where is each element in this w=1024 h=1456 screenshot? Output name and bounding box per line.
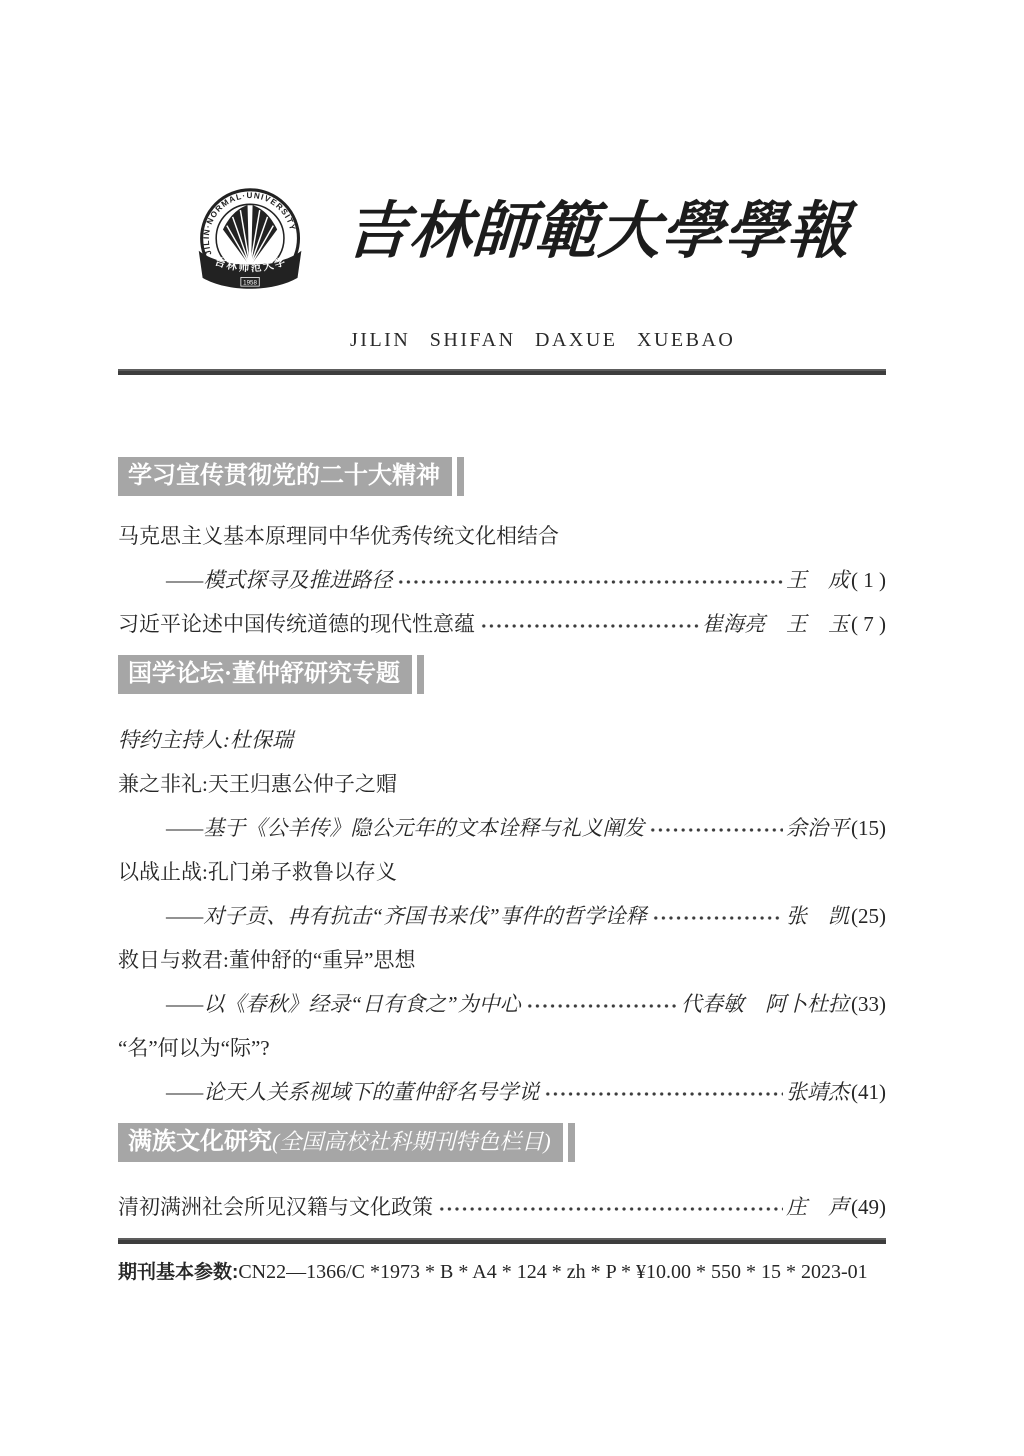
page-content <box>118 0 886 1284</box>
masthead-divider <box>118 369 886 375</box>
entry-authors: 余治平 <box>786 816 849 840</box>
dot-leader <box>526 997 678 1015</box>
entry-authors: 崔海亮 王 玉 <box>702 612 849 636</box>
entry-page-number: ( 1 ) <box>851 568 886 592</box>
entry-page-number: (41) <box>851 1080 886 1104</box>
entry-page-number: (33) <box>851 992 886 1016</box>
dot-leader <box>480 617 699 635</box>
toc-host-line <box>118 727 886 754</box>
toc-entry <box>118 1079 886 1106</box>
journal-title-calligraphy: 吉林師範大學學報 <box>344 198 852 266</box>
entry-page-number: (49) <box>851 1195 886 1219</box>
toc-entry <box>118 1194 886 1221</box>
entry-authors: 王 成 <box>786 568 849 592</box>
university-seal-logo <box>188 183 316 305</box>
section-header-party-spirit <box>118 457 886 496</box>
entry-subtitle: ——以《春秋》经录“日有食之”为中心 <box>166 992 521 1016</box>
toc-entry <box>118 903 886 930</box>
entry-subtitle: ——论天人关系视域下的董仲舒名号学说 <box>166 1080 540 1104</box>
entry-title: 清初满洲社会所见汉籍与文化政策 <box>118 1195 433 1219</box>
seal-year: 1958 <box>243 279 257 287</box>
section-header-note: (全国高校社科期刊特色栏目) <box>272 1129 551 1154</box>
section-header-tick <box>417 655 424 694</box>
entry-page-number: (15) <box>851 816 886 840</box>
entry-title: “名”何以为“际”? <box>118 1036 270 1060</box>
section-header-manchu-culture <box>118 1123 886 1162</box>
toc-entry <box>118 611 886 638</box>
dot-leader <box>438 1200 783 1218</box>
masthead <box>118 0 886 305</box>
entry-title: 习近平论述中国传统道德的现代性意蕴 <box>118 612 475 636</box>
journal-title-pinyin: JILIN SHIFAN DAXUE XUEBAO <box>350 329 736 351</box>
dot-leader <box>544 1085 783 1103</box>
entry-title: 以战止战:孔门弟子救鲁以存义 <box>118 860 397 884</box>
dot-leader <box>397 573 783 591</box>
seal-banner-text: 吉林师范大学 <box>213 256 289 275</box>
toc-entry <box>118 991 886 1018</box>
journal-parameters-value: CN22—1366/C *1973 * B * A4 * 124 * zh * P * ¥10.00 * 550 * 15 * 2023-01 <box>238 1261 868 1283</box>
entry-page-number: (25) <box>851 904 886 928</box>
dot-leader <box>652 909 783 927</box>
entry-authors: 张 凯 <box>786 904 849 928</box>
section-header-label: 国学论坛·董仲舒研究专题 <box>118 655 412 694</box>
journal-parameters-label: 期刊基本参数: <box>118 1262 239 1283</box>
footer-divider <box>118 1238 886 1244</box>
journal-parameters-line <box>118 1257 886 1284</box>
entry-subtitle: ——基于《公羊传》隐公元年的文本诠释与礼义阐发 <box>166 816 645 840</box>
entry-page-number: ( 7 ) <box>851 612 886 636</box>
entry-title: 兼之非礼:天王归惠公仲子之赗 <box>118 772 397 796</box>
dot-leader <box>649 821 783 839</box>
toc-entry <box>118 1035 886 1062</box>
toc-entry <box>118 859 886 886</box>
entry-title: 救日与救君:董仲舒的“重异”思想 <box>118 948 416 972</box>
seal-svg <box>188 183 316 305</box>
section-header-label <box>118 1123 563 1162</box>
toc-entry <box>118 947 886 974</box>
toc-entry <box>118 771 886 798</box>
entry-authors: 张靖杰 <box>786 1080 849 1104</box>
guest-host-label: 特约主持人:杜保瑞 <box>118 728 293 752</box>
section-header-label: 学习宣传贯彻党的二十大精神 <box>118 457 452 496</box>
section-header-main: 满族文化研究 <box>128 1129 272 1155</box>
seal-ring-text: JILIN·NORMAL·UNIVERSITY <box>201 190 298 257</box>
toc-entry <box>118 523 886 550</box>
toc-entry <box>118 567 886 594</box>
entry-authors: 庄 声 <box>786 1195 849 1219</box>
toc-entry <box>118 815 886 842</box>
section-header-tick <box>568 1123 575 1162</box>
entry-subtitle: ——对子贡、冉有抗击“齐国书来伐”事件的哲学诠释 <box>166 904 647 928</box>
section-header-tick <box>457 457 464 496</box>
entry-subtitle: ——模式探寻及推进路径 <box>166 568 393 592</box>
entry-authors: 代春敏 阿卜杜拉 <box>681 992 849 1016</box>
section-header-guoxue-forum <box>118 655 886 694</box>
entry-title: 马克思主义基本原理同中华优秀传统文化相结合 <box>118 524 559 548</box>
